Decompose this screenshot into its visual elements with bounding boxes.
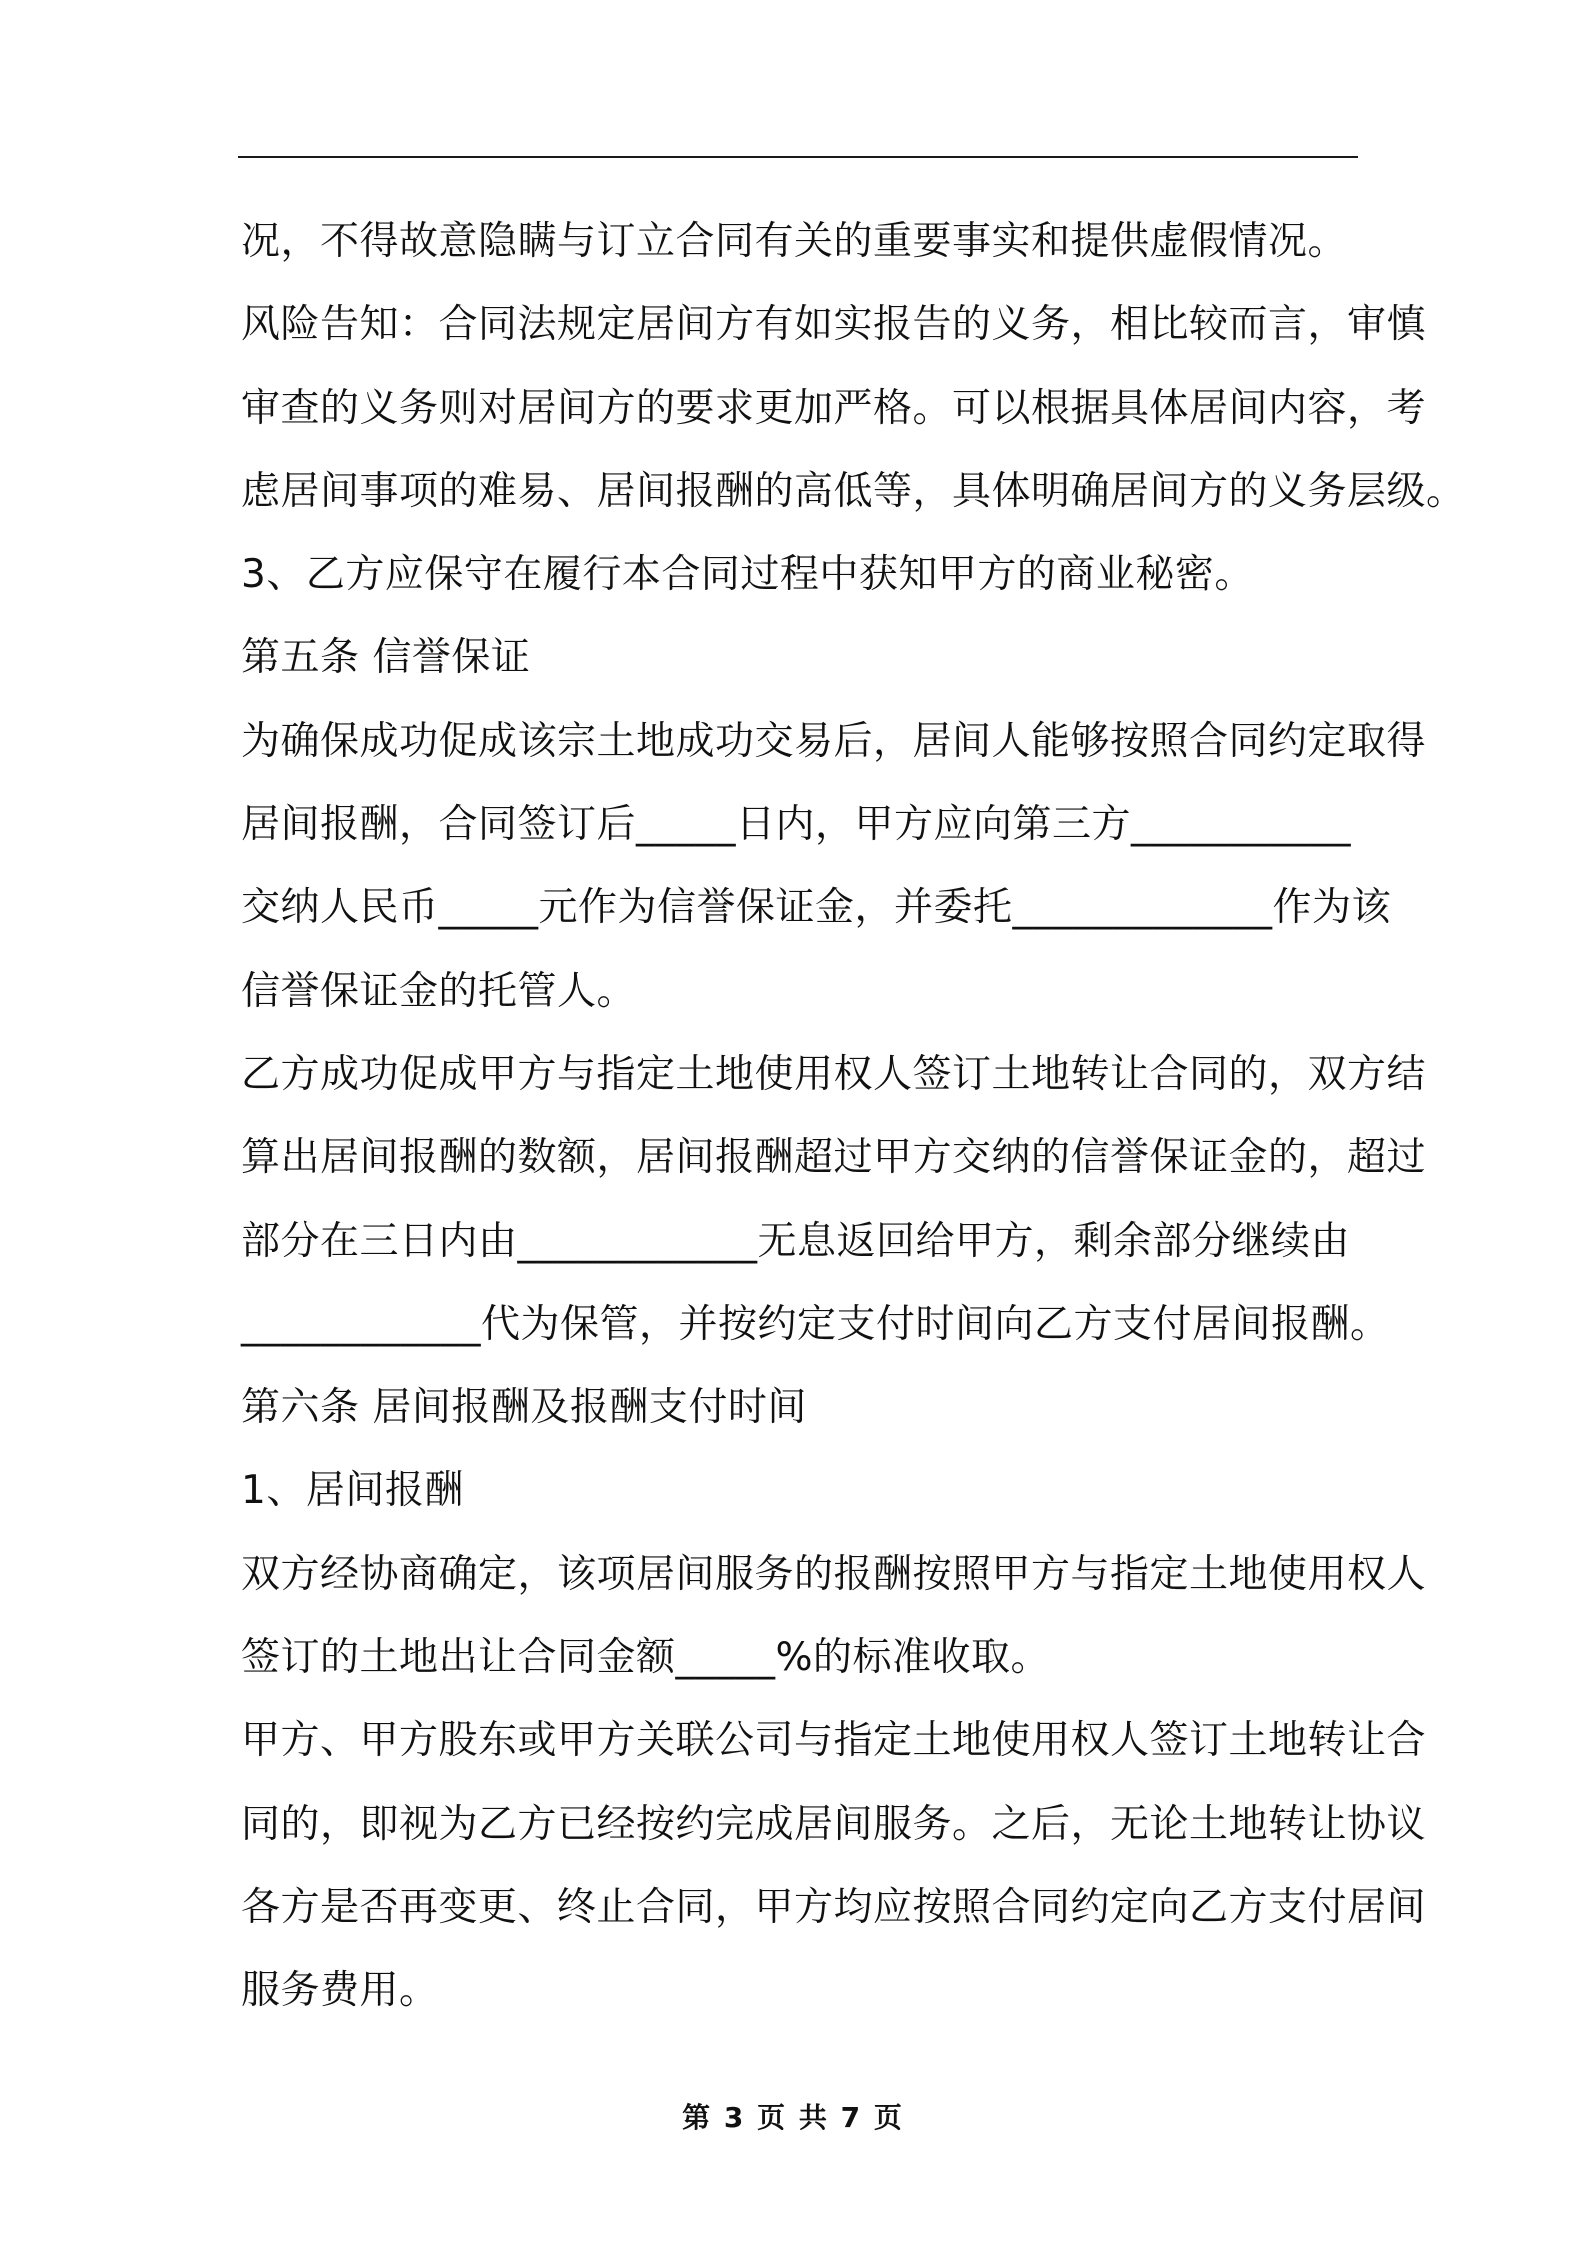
text-line: 3、乙方应保守在履行本合同过程中获知甲方的商业秘密。 (241, 552, 1254, 598)
text-line: 服务费用。 (241, 1968, 439, 2014)
section-heading: 第五条 信誉保证 (241, 635, 531, 681)
header-rule (238, 156, 1358, 158)
section-heading: 第六条 居间报酬及报酬支付时间 (241, 1385, 807, 1431)
text-line: 为确保成功促成该宗土地成功交易后，居间人能够按照合同约定取得 (241, 718, 1427, 764)
text-line: 同的，即视为乙方已经按约完成居间服务。之后，无论土地转让协议 (241, 1801, 1427, 1847)
text-line: 部分在三日内由____________无息返回给甲方，剩余部分继续由 (241, 1218, 1351, 1264)
text-line: 虑居间事项的难易、居间报酬的高低等，具体明确居间方的义务层级。 (241, 468, 1466, 514)
text-line: 乙方成功促成甲方与指定土地使用权人签订土地转让合同的，双方结 (241, 1051, 1427, 1097)
text-line: 居间报酬，合同签订后_____日内，甲方应向第三方___________ (241, 802, 1352, 848)
text-line: 签订的土地出让合同金额_____%的标准收取。 (241, 1635, 1051, 1681)
document-body (241, 200, 1466, 2033)
text-line: 双方经协商确定，该项居间服务的报酬按照甲方与指定土地使用权人 (241, 1551, 1427, 1597)
text-line: 审查的义务则对居间方的要求更加严格。可以根据具体居间内容，考 (241, 385, 1427, 431)
subsection-heading: 1、居间报酬 (241, 1468, 464, 1514)
text-line: ____________代为保管，并按约定支付时间向乙方支付居间报酬。 (241, 1301, 1390, 1347)
text-line: 况，不得故意隐瞒与订立合同有关的重要事实和提供虚假情况。 (241, 219, 1348, 264)
page-number-footer: 第 3 页 共 7 页 (682, 2101, 904, 2134)
text-line: 交纳人民币_____元作为信誉保证金，并委托_____________作为该 (241, 885, 1392, 931)
text-line: 甲方、甲方股东或甲方关联公司与指定土地使用权人签订土地转让合 (241, 1718, 1427, 1764)
text-line: 算出居间报酬的数额，居间报酬超过甲方交纳的信誉保证金的，超过 (241, 1135, 1427, 1181)
text-line: 风险告知：合同法规定居间方有如实报告的义务，相比较而言，审慎 (241, 302, 1427, 348)
text-line: 信誉保证金的托管人。 (241, 968, 637, 1014)
text-line: 各方是否再变更、终止合同，甲方均应按照合同约定向乙方支付居间 (241, 1884, 1427, 1930)
